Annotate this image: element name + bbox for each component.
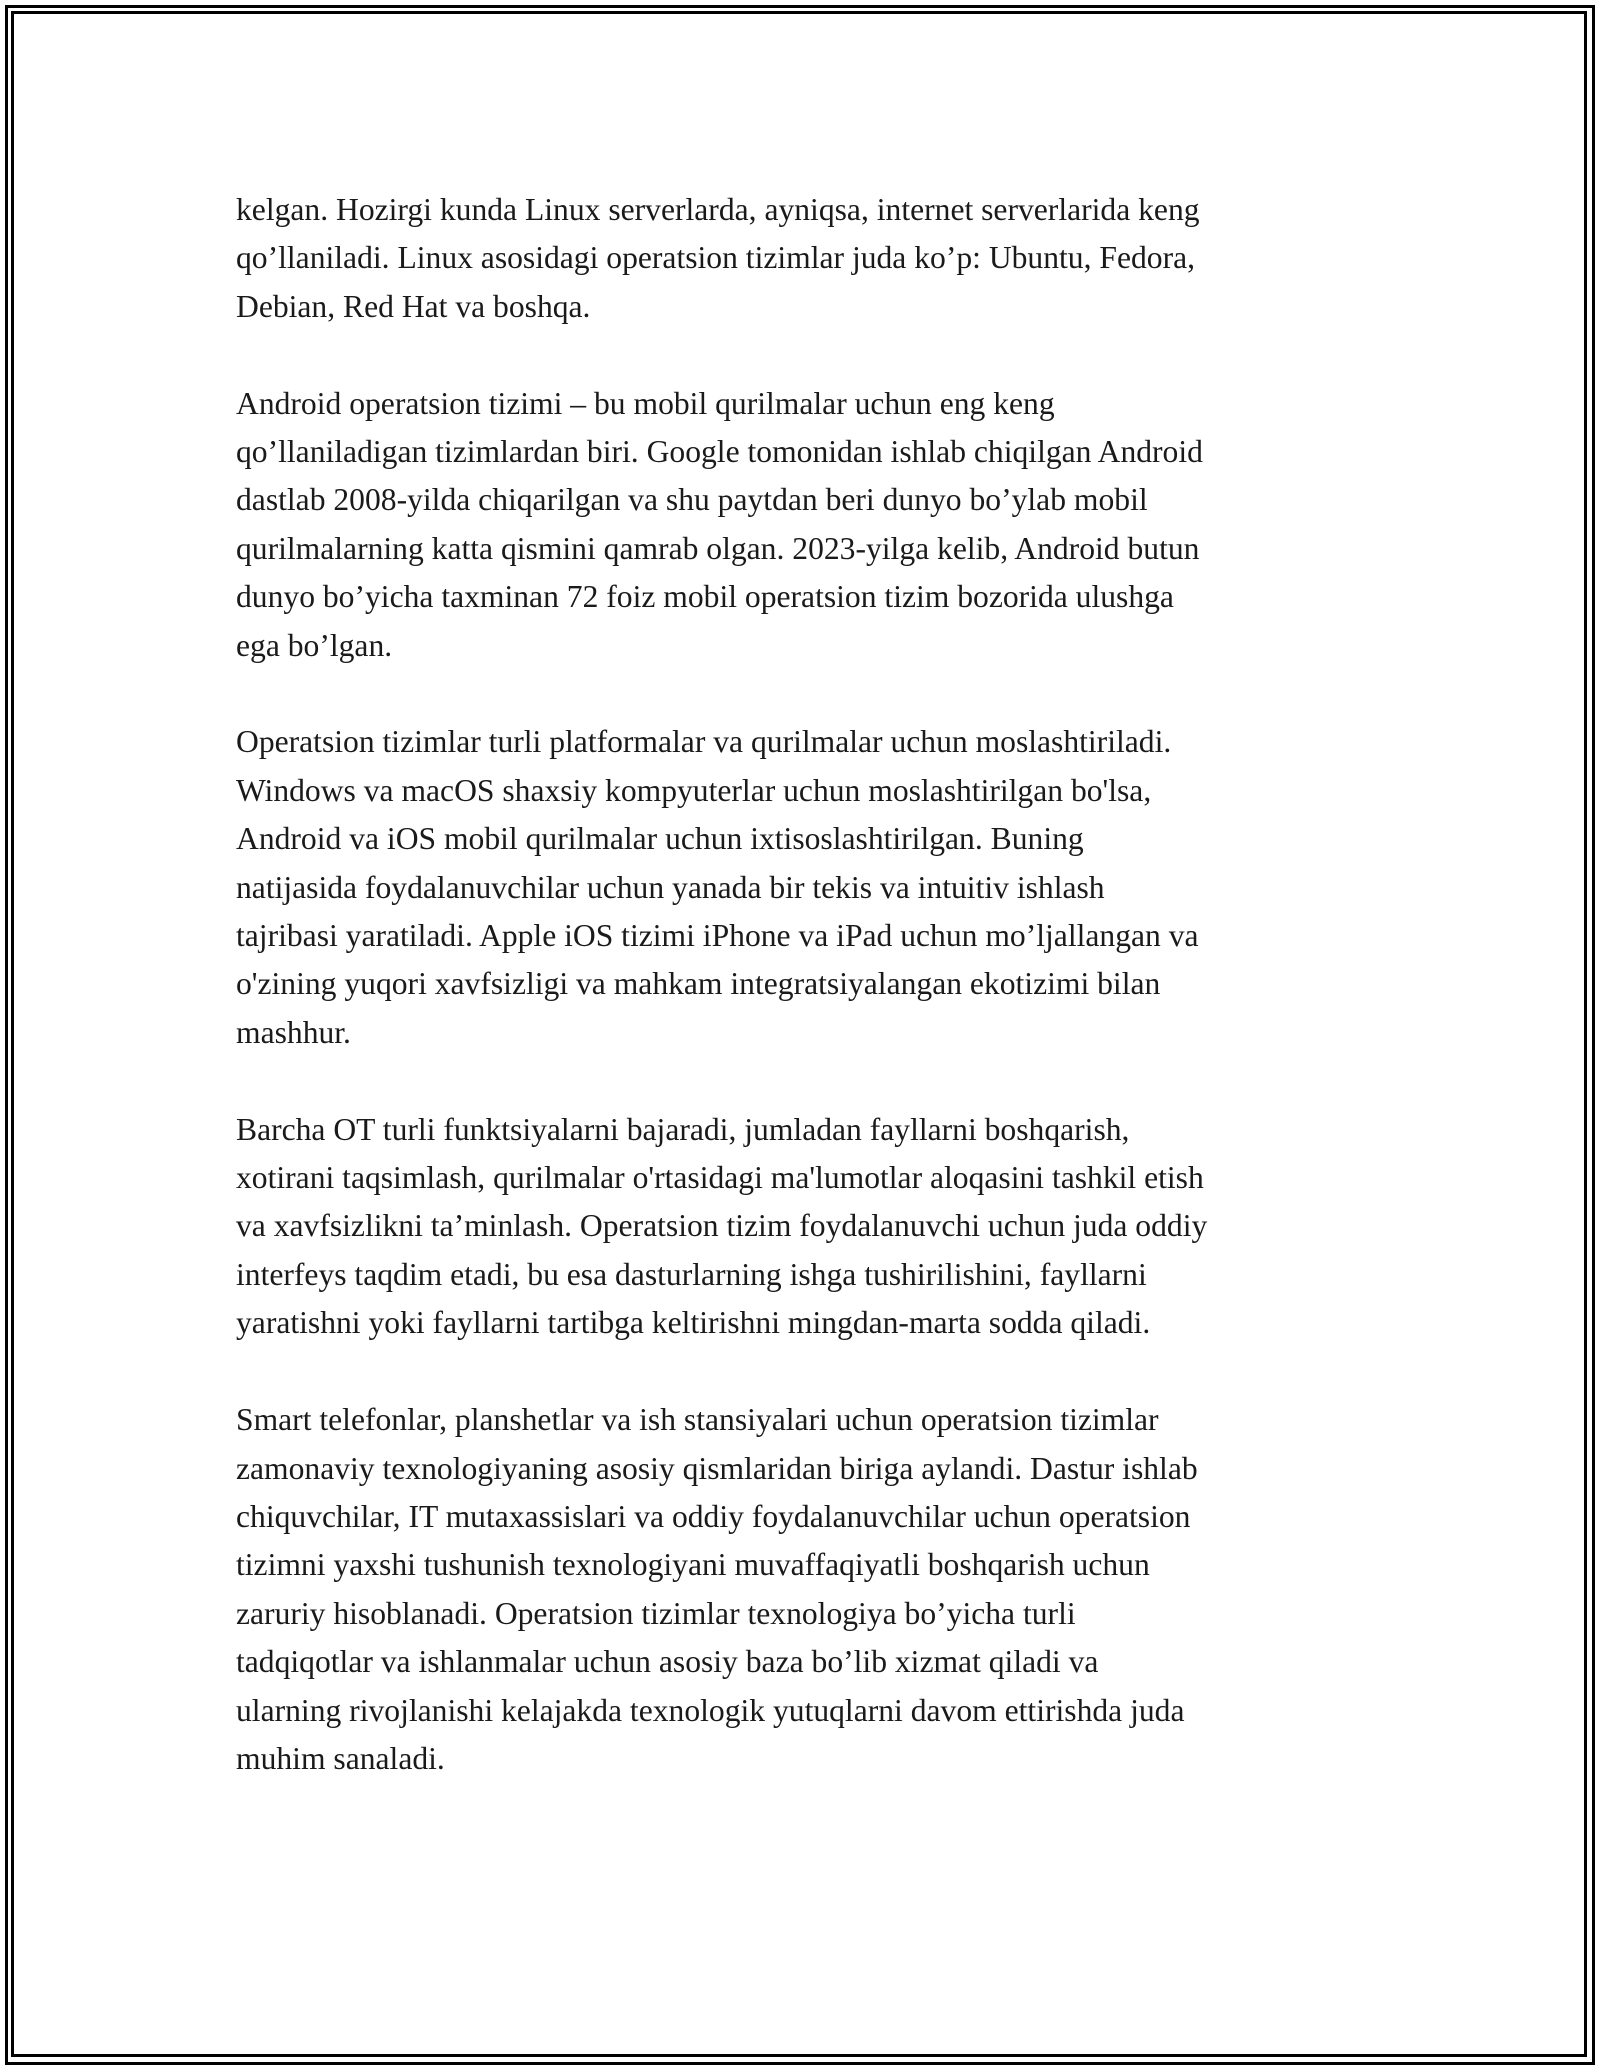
text-line: ega bo’lgan.	[236, 627, 393, 663]
text-line: mashhur.	[236, 1014, 351, 1050]
text-line: muhim sanaladi.	[236, 1740, 445, 1776]
paragraph-functions	[236, 1106, 1366, 1348]
text-line: qurilmalarning katta qismini qamrab olgan. 2023-yilga kelib, Android butun	[236, 530, 1200, 566]
text-line: dastlab 2008-yilda chiqarilgan va shu paytdan beri dunyo bo’ylab mobil	[236, 482, 1148, 518]
paragraph-linux	[236, 186, 1366, 331]
text-line: tadqiqotlar va ishlanmalar uchun asosiy baza bo’lib xizmat qiladi va	[236, 1644, 1099, 1680]
text-line: Barcha OT turli funktsiyalarni bajaradi, jumladan fayllarni boshqarish,	[236, 1111, 1130, 1147]
text-line: Android va iOS mobil qurilmalar uchun ixtisoslashtirilgan. Buning	[236, 821, 1084, 857]
paragraph-platforms	[236, 718, 1366, 1057]
text-line: Smart telefonlar, planshetlar va ish stansiyalari uchun operatsion tizimlar	[236, 1402, 1159, 1438]
text-line: ularning rivojlanishi kelajakda texnologik yutuqlarni davom ettirishda juda	[236, 1692, 1185, 1728]
text-line: kelgan. Hozirgi kunda Linux serverlarda, ayniqsa, internet serverlarida keng	[236, 192, 1200, 227]
text-line: yaratishni yoki fayllarni tartibga keltirishni mingdan-marta sodda qiladi.	[236, 1305, 1151, 1341]
text-line: zamonaviy texnologiyaning asosiy qismlaridan biriga aylandi. Dastur ishlab	[236, 1450, 1198, 1486]
text-line: chiquvchilar, IT mutaxassislari va oddiy foydalanuvchilar uchun operatsion	[236, 1498, 1191, 1534]
text-line: interfeys taqdim etadi, bu esa dasturlarning ishga tushirilishini, fayllarni	[236, 1256, 1147, 1292]
text-line: dunyo bo’yicha taxminan 72 foiz mobil operatsion tizim bozorida ulushga	[236, 579, 1174, 615]
text-line: qo’llaniladi. Linux asosidagi operatsion tizimlar juda ko’p: Ubuntu, Fedora,	[236, 240, 1196, 276]
text-line: tizimni yaxshi tushunish texnologiyani muvaffaqiyatli boshqarish uchun	[236, 1547, 1150, 1583]
text-line: natijasida foydalanuvchilar uchun yanada bir tekis va intuitiv ishlash	[236, 869, 1105, 905]
document-body	[236, 186, 1366, 1832]
text-line: Debian, Red Hat va boshqa.	[236, 288, 591, 324]
text-line: o'zining yuqori xavfsizligi va mahkam integratsiyalangan ekotizimi bilan	[236, 966, 1161, 1002]
text-line: va xavfsizlikni ta’minlash. Operatsion tizim foydalanuvchi uchun juda oddiy	[236, 1208, 1208, 1244]
paragraph-conclusion	[236, 1396, 1366, 1783]
text-line: tajribasi yaratiladi. Apple iOS tizimi iPhone va iPad uchun mo’ljallangan va	[236, 918, 1199, 954]
text-line: zaruriy hisoblanadi. Operatsion tizimlar texnologiya bo’yicha turli	[236, 1595, 1076, 1631]
text-line: qo’llaniladigan tizimlardan biri. Google tomonidan ishlab chiqilgan Android	[236, 434, 1203, 470]
text-line: Windows va macOS shaxsiy kompyuterlar uchun moslashtirilgan bo'lsa,	[236, 772, 1152, 808]
text-line: Android operatsion tizimi – bu mobil qurilmalar uchun eng keng	[236, 385, 1055, 421]
paragraph-android	[236, 380, 1366, 670]
text-line: xotirani taqsimlash, qurilmalar o'rtasidagi ma'lumotlar aloqasini tashkil etish	[236, 1160, 1204, 1196]
text-line: Operatsion tizimlar turli platformalar va qurilmalar uchun moslashtiriladi.	[236, 724, 1172, 760]
